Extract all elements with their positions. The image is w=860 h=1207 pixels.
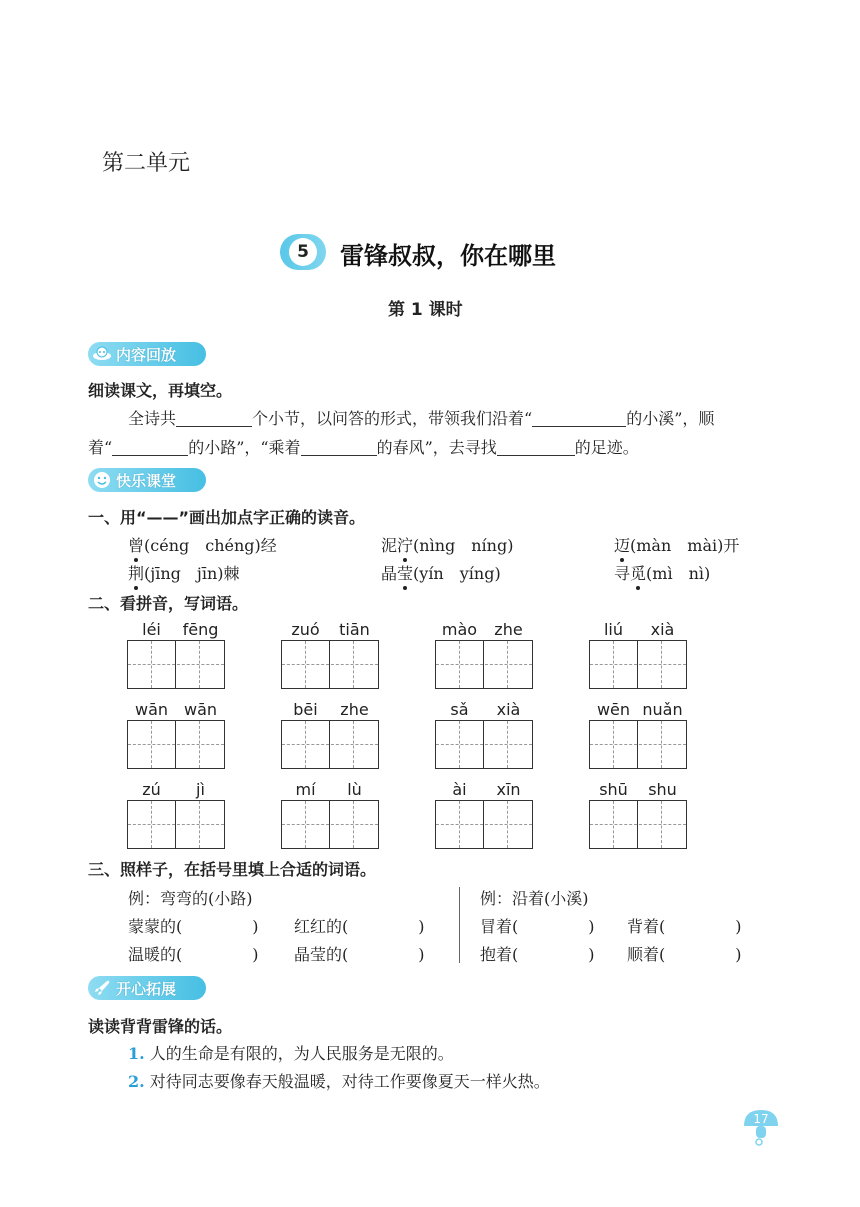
lesson-number-badge [280, 234, 326, 270]
section-tag-label: 快乐课堂 [116, 472, 177, 490]
section-tag-classroom [88, 468, 206, 492]
q3-item: 温暖的( ) [128, 945, 259, 964]
pinyin-syllable: xià [650, 620, 675, 639]
pinyin-syllable: ài [452, 780, 467, 799]
lesson-period: 第 1 课时 [388, 300, 463, 320]
q1-title: 一、用“——”画出加点字正确的读音。 [88, 508, 366, 527]
pinyin-syllable: nuǎn [642, 700, 683, 719]
q1-item: 寻觅(mì nì) [614, 561, 710, 584]
fill-blank[interactable] [532, 410, 626, 427]
pinyin-syllable: tiān [339, 620, 370, 639]
q3-item: 蒙蒙的( ) [128, 917, 259, 936]
writing-grid[interactable] [127, 720, 225, 769]
q1-item: 迈(màn mài)开 [614, 533, 739, 556]
writing-grid[interactable] [281, 720, 379, 769]
pinyin-syllable: liú [603, 620, 624, 639]
pinyin-syllable: lù [347, 780, 362, 799]
ufo-icon [92, 344, 112, 364]
page-number: 17 [753, 1112, 769, 1126]
section-tag-extension [88, 976, 206, 1000]
fill-line-1 [128, 406, 714, 429]
q3-item: 冒着( ) [480, 917, 595, 936]
writing-grid[interactable] [281, 640, 379, 689]
writing-grid[interactable] [435, 720, 533, 769]
q3-item: 抱着( ) [480, 945, 595, 964]
q3-left-example: 例：弯弯的(小路) [128, 889, 253, 908]
q3-item: 红红的( ) [294, 917, 425, 936]
fill-text: 着“ [88, 438, 113, 457]
pinyin-syllable: shu [648, 780, 677, 799]
writing-grid[interactable] [435, 640, 533, 689]
fill-text: 的春风”，去寻找 [376, 438, 497, 457]
fill-blank[interactable] [176, 410, 252, 427]
writing-grid[interactable] [281, 800, 379, 849]
column-divider [459, 887, 460, 963]
q1-item: 曾(céng chéng)经 [128, 533, 277, 556]
fill-text: 的小溪”，顺 [626, 409, 715, 428]
pinyin-syllable: zhe [340, 700, 369, 719]
writing-grid[interactable] [589, 720, 687, 769]
fill-blank[interactable] [497, 439, 575, 456]
section-tag-label: 内容回放 [116, 346, 177, 364]
fill-blank[interactable] [112, 439, 188, 456]
q1-item: 泥泞(nìng níng) [381, 533, 513, 556]
fill-blank[interactable] [301, 439, 377, 456]
pinyin-syllable: sǎ [450, 700, 469, 719]
pinyin-syllable: xià [496, 700, 521, 719]
pinyin-syllable: mào [441, 620, 478, 639]
pinyin-syllable: léi [142, 620, 161, 639]
quote-item [128, 1041, 454, 1064]
writing-grid[interactable] [127, 640, 225, 689]
writing-grid[interactable] [589, 800, 687, 849]
quote-text: 对待同志要像春天般温暖，对待工作要像夏天一样火热。 [149, 1072, 550, 1091]
pinyin-syllable: shū [599, 780, 628, 799]
pinyin-syllable: mí [295, 780, 316, 799]
lesson-number: 5 [289, 238, 317, 266]
writing-grid[interactable] [589, 640, 687, 689]
rocket-icon [92, 978, 112, 998]
fill-text: 全诗共 [128, 409, 177, 428]
page-number-badge [742, 1108, 778, 1136]
q3-title: 三、照样子，在括号里填上合适的词语。 [88, 860, 377, 879]
pinyin-syllable: wān [183, 700, 218, 719]
fill-line-2 [88, 435, 639, 458]
q3-right-example: 例：沿着(小溪) [480, 889, 589, 908]
extension-instruction: 读读背背雷锋的话。 [88, 1017, 233, 1036]
pinyin-syllable: fēng [182, 620, 219, 639]
section-tag-review [88, 342, 206, 366]
q1-item: 荆(jīng jīn)棘 [128, 561, 240, 584]
fill-text: 的小路”，“乘着 [188, 438, 301, 457]
pinyin-syllable: wān [134, 700, 169, 719]
unit-heading: 第二单元 [102, 151, 191, 176]
pinyin-syllable: jì [196, 780, 205, 799]
q3-item: 顺着( ) [627, 945, 742, 964]
q1-item: 晶莹(yín yíng) [381, 561, 501, 584]
fill-text: 个小节，以问答的形式，带领我们沿着“ [252, 409, 533, 428]
lesson-title: 雷锋叔叔，你在哪里 [340, 242, 556, 270]
pinyin-syllable: zuó [291, 620, 320, 639]
pinyin-syllable: bēi [293, 700, 318, 719]
q3-item: 晶莹的( ) [294, 945, 425, 964]
quote-number: 2. [128, 1072, 145, 1091]
quote-text: 人的生命是有限的，为人民服务是无限的。 [149, 1044, 454, 1063]
q2-title: 二、看拼音，写词语。 [88, 594, 249, 613]
pinyin-syllable: zhe [494, 620, 523, 639]
section-tag-label: 开心拓展 [116, 980, 177, 998]
pinyin-syllable: wēn [596, 700, 631, 719]
pinyin-syllable: xīn [496, 780, 521, 799]
review-instruction: 细读课文，再填空。 [88, 381, 233, 400]
q3-item: 背着( ) [627, 917, 742, 936]
quote-item [128, 1069, 550, 1092]
writing-grid[interactable] [435, 800, 533, 849]
quote-number: 1. [128, 1044, 145, 1063]
fill-text: 的足迹。 [574, 438, 639, 457]
writing-grid[interactable] [127, 800, 225, 849]
pinyin-syllable: zú [142, 780, 161, 799]
smiley-icon [92, 470, 112, 490]
